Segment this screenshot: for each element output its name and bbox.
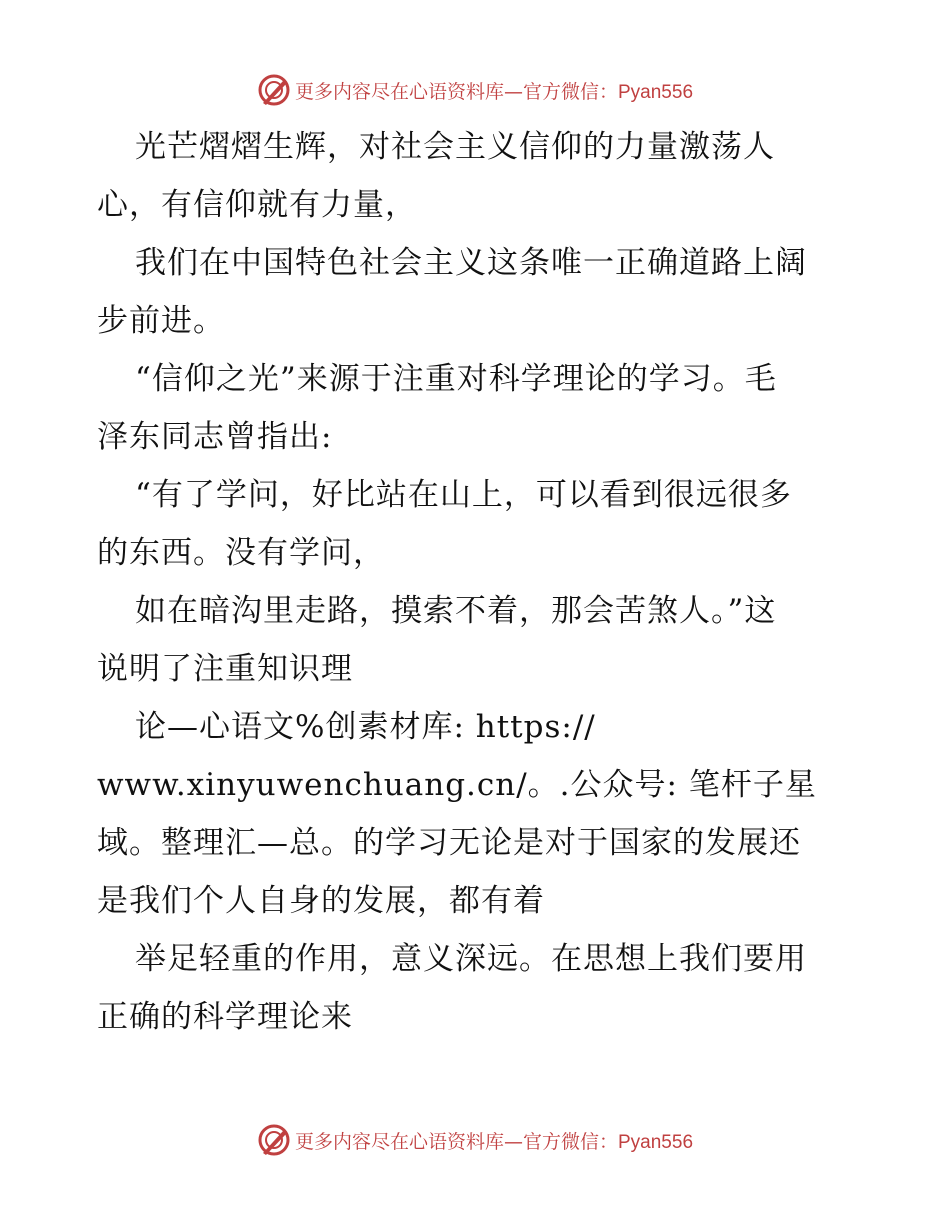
footer-banner [0, 1120, 950, 1160]
document-body [97, 118, 857, 1046]
text-line: 说明了注重知识理 [97, 651, 353, 687]
text-line: 的东西。没有学问， [97, 535, 385, 571]
text-line: www.xinyuwenchuang.cn/。.公众号: 笔杆子星 [97, 767, 817, 803]
footer-banner-inner [257, 1123, 693, 1157]
text-line: 正确的科学理论来 [97, 999, 353, 1035]
text-line: 心，有信仰就有力量， [97, 187, 417, 223]
header-banner [0, 70, 950, 110]
text-line: 是我们个人自身的发展，都有着 [97, 883, 545, 919]
banner-text: 更多内容尽在心语资料库—官方微信：Pyan556 [294, 1130, 694, 1153]
pen-logo-icon [257, 1123, 291, 1157]
text-line: 论—心语文%创素材库: https:// [135, 709, 596, 745]
text-line: 如在暗沟里走路，摸索不着，那会苦煞人。”这 [135, 593, 777, 629]
text-line: 泽东同志曾指出: [97, 419, 333, 455]
banner-text: 更多内容尽在心语资料库—官方微信：Pyan556 [294, 80, 694, 103]
pen-logo-icon [257, 73, 291, 107]
text-line: 举足轻重的作用，意义深远。在思想上我们要用 [135, 941, 807, 977]
text-line: 域。整理汇—总。的学习无论是对于国家的发展还 [97, 825, 801, 861]
text-line: “有了学问，好比站在山上，可以看到很远很多 [135, 477, 792, 513]
text-line: 步前进。 [97, 303, 225, 339]
text-line: “信仰之光”来源于注重对科学理论的学习。毛 [135, 361, 777, 397]
text-line: 我们在中国特色社会主义这条唯一正确道路上阔 [135, 245, 807, 281]
header-banner-inner [257, 73, 693, 107]
text-line: 光芒熠熠生辉，对社会主义信仰的力量激荡人 [135, 129, 775, 165]
